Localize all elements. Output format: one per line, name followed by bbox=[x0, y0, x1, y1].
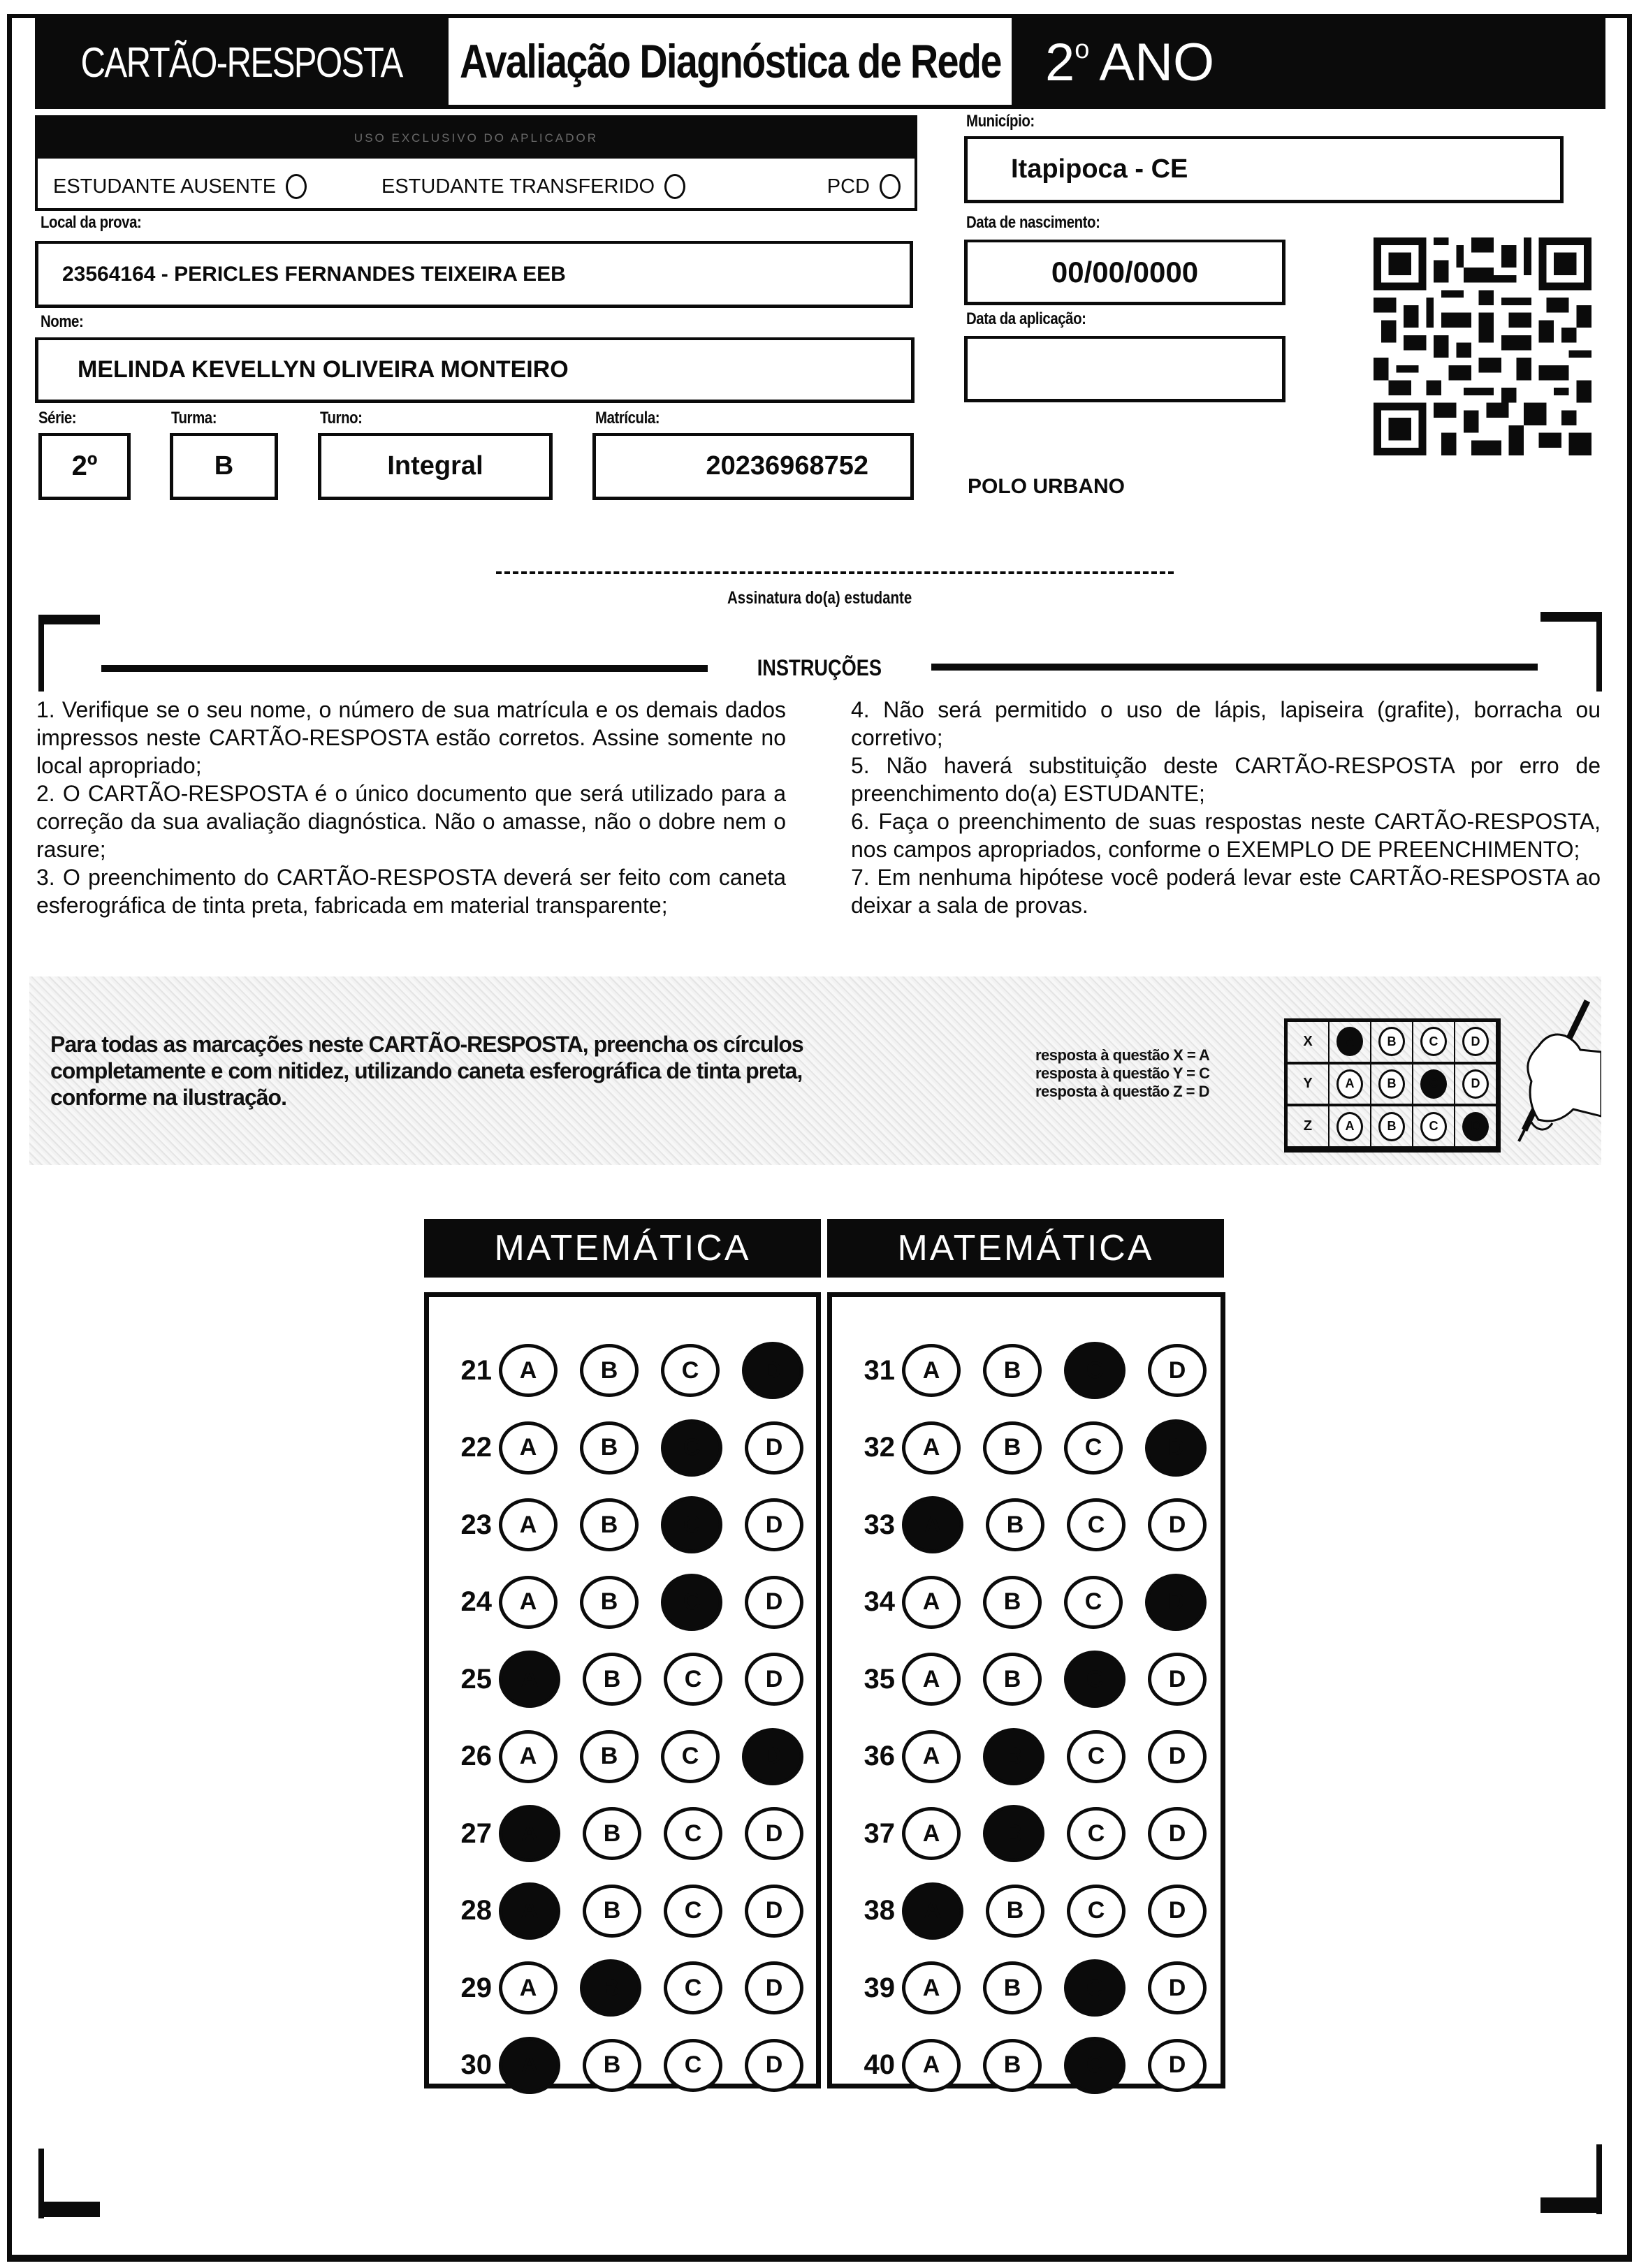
answer-row bbox=[832, 1490, 1229, 1560]
turno-label: Turno: bbox=[320, 409, 363, 427]
answer-bubble-d[interactable]: D bbox=[1148, 2039, 1207, 2092]
example-cell bbox=[1455, 1022, 1497, 1065]
instruction-item: 6. Faça o preenchimento de suas respostas neste CARTÃO-RESPOSTA, nos campos apropriados, conforme o EXEMPLO DE PREENCHIMENTO; bbox=[851, 809, 1601, 862]
corner-mark-top-right bbox=[1540, 612, 1602, 622]
answer-row bbox=[429, 1413, 826, 1483]
answer-bubble-b[interactable]: B bbox=[983, 1576, 1042, 1629]
answer-bubble-c[interactable]: C bbox=[1064, 1576, 1123, 1629]
answer-bubble-d[interactable]: D bbox=[1148, 1807, 1207, 1860]
local-prova-field bbox=[35, 241, 913, 308]
answer-bubble-d[interactable]: D bbox=[742, 1342, 803, 1399]
answer-bubble-a[interactable]: A bbox=[902, 2039, 961, 2092]
empty-bubble-icon: B bbox=[1378, 1112, 1405, 1141]
radio-circle-icon[interactable] bbox=[286, 174, 307, 199]
grade-degree: o bbox=[1075, 34, 1090, 64]
answer-bubble-b[interactable]: B bbox=[580, 1421, 639, 1475]
instruction-item: 4. Não será permitido o uso de lápis, lapiseira (grafite), borracha ou corretivo; bbox=[851, 697, 1601, 750]
example-question-label: X bbox=[1288, 1022, 1330, 1065]
exam-title-banner bbox=[449, 15, 1012, 109]
answer-row bbox=[832, 1413, 1229, 1483]
local-prova-value: 23564164 - PERICLES FERNANDES TEIXEIRA EEB bbox=[62, 262, 566, 286]
answer-row bbox=[429, 1336, 826, 1405]
example-key: resposta à questão X = A bbox=[1035, 1046, 1210, 1064]
radio-circle-icon[interactable] bbox=[664, 174, 685, 199]
answer-bubble-a[interactable]: A bbox=[902, 1576, 961, 1629]
answer-bubble-b[interactable]: B bbox=[580, 1959, 641, 2017]
signature-line[interactable] bbox=[496, 571, 1174, 574]
fill-example-text: Para todas as marcações neste CARTÃO-RESPOSTA, preencha os círculos completamente e com nitidez, utilizando caneta esferográfica de tinta preta, conforme na ilustração. bbox=[50, 1032, 803, 1110]
empty-bubble-icon: D bbox=[1462, 1027, 1489, 1056]
answer-bubble-c[interactable]: C bbox=[664, 1961, 722, 2014]
data-nascimento-value: 00/00/0000 bbox=[1051, 255, 1199, 288]
answer-bubble-a[interactable]: A bbox=[499, 1961, 558, 2014]
answer-bubble-d[interactable]: D bbox=[745, 1807, 803, 1860]
answer-bubble-b[interactable]: B bbox=[583, 1885, 641, 1938]
question-number: 32 bbox=[864, 1432, 895, 1463]
answer-bubble-b[interactable]: B bbox=[986, 1885, 1044, 1938]
question-number: 36 bbox=[864, 1741, 895, 1771]
answer-bubble-d[interactable]: D bbox=[745, 1421, 803, 1475]
turno-field bbox=[318, 433, 553, 500]
serie-value: 2º bbox=[71, 451, 98, 481]
signature-caption: Assinatura do(a) estudante bbox=[727, 588, 912, 608]
applicator-box bbox=[35, 115, 917, 211]
answer-bubble-c[interactable]: C bbox=[661, 1419, 722, 1477]
municipio-field bbox=[964, 136, 1564, 203]
option-estudante-transferido[interactable] bbox=[381, 174, 801, 199]
municipio-value: Itapipoca - CE bbox=[1011, 154, 1188, 184]
instructions-title: INSTRUÇÕES bbox=[757, 655, 882, 680]
example-cell bbox=[1371, 1106, 1413, 1149]
matricula-label: Matrícula: bbox=[595, 409, 660, 427]
question-number: 21 bbox=[460, 1354, 492, 1386]
question-number: 33 bbox=[864, 1509, 895, 1540]
fill-example-band bbox=[29, 976, 1601, 1165]
answer-bubble-d[interactable]: D bbox=[1148, 1961, 1207, 2014]
example-cell bbox=[1413, 1106, 1455, 1149]
answer-bubble-c[interactable]: C bbox=[1064, 1959, 1126, 2017]
question-number: 27 bbox=[460, 1817, 492, 1849]
answer-bubble-a[interactable]: A bbox=[499, 1576, 558, 1629]
municipio-label: Município: bbox=[966, 112, 1035, 131]
instructions-right-column bbox=[851, 696, 1601, 919]
answer-bubble-a[interactable]: A bbox=[902, 1496, 963, 1553]
question-number: 23 bbox=[460, 1509, 492, 1540]
data-aplicacao-label: Data da aplicação: bbox=[966, 309, 1086, 328]
example-cell bbox=[1330, 1106, 1371, 1149]
answer-bubble-b[interactable]: B bbox=[983, 2039, 1042, 2092]
instruction-item: 5. Não haverá substituição deste CARTÃO-RESPOSTA por erro de preenchimento do(a) ESTUDANTE; bbox=[851, 753, 1601, 806]
answer-bubble-d[interactable]: D bbox=[745, 2039, 803, 2092]
question-number: 38 bbox=[864, 1895, 895, 1926]
matricula-value: 20236968752 bbox=[706, 451, 868, 481]
hand-with-pen-icon bbox=[1496, 997, 1601, 1151]
answer-bubble-a[interactable]: A bbox=[902, 1344, 961, 1397]
question-number: 40 bbox=[864, 2049, 895, 2080]
turma-label: Turma: bbox=[171, 409, 217, 427]
empty-bubble-icon: D bbox=[1462, 1069, 1489, 1099]
empty-bubble-icon: C bbox=[1420, 1027, 1447, 1056]
question-number: 26 bbox=[460, 1741, 492, 1771]
example-question-label: Y bbox=[1288, 1065, 1330, 1107]
answer-row bbox=[429, 1722, 826, 1792]
answer-bubble-d[interactable]: D bbox=[1148, 1885, 1207, 1938]
example-cell bbox=[1413, 1065, 1455, 1107]
example-cell bbox=[1371, 1022, 1413, 1065]
answer-bubble-d[interactable]: D bbox=[745, 1576, 803, 1629]
answer-bubble-c[interactable]: C bbox=[1064, 1421, 1123, 1475]
question-number: 35 bbox=[864, 1663, 895, 1695]
answer-bubble-b[interactable]: B bbox=[580, 1344, 639, 1397]
answer-bubble-a[interactable]: A bbox=[499, 1344, 558, 1397]
answer-bubble-b[interactable]: B bbox=[583, 2039, 641, 2092]
corner-mark-top-left bbox=[38, 615, 100, 624]
filled-bubble-icon: C bbox=[1420, 1069, 1447, 1099]
answer-bubble-b[interactable]: B bbox=[583, 1653, 641, 1706]
answer-bubble-a[interactable]: A bbox=[902, 1882, 963, 1940]
answer-bubble-c[interactable]: C bbox=[661, 1730, 720, 1783]
answer-bubble-d[interactable]: D bbox=[1148, 1498, 1207, 1551]
answer-row bbox=[832, 1336, 1229, 1405]
data-nascimento-label: Data de nascimento: bbox=[966, 213, 1100, 232]
question-number: 34 bbox=[864, 1586, 895, 1617]
answer-bubble-c[interactable]: C bbox=[1067, 1730, 1126, 1783]
answer-row bbox=[832, 1953, 1229, 2023]
answer-block-right bbox=[827, 1292, 1225, 2088]
answer-bubble-c[interactable]: C bbox=[661, 1574, 722, 1631]
answer-bubble-c[interactable]: C bbox=[664, 1807, 722, 1860]
card-label-banner bbox=[35, 15, 449, 109]
empty-bubble-icon: A bbox=[1336, 1112, 1363, 1141]
answer-row bbox=[429, 1644, 826, 1714]
empty-bubble-icon: B bbox=[1378, 1027, 1405, 1056]
answer-block-left bbox=[424, 1292, 821, 2088]
answer-bubble-c[interactable]: C bbox=[1067, 1807, 1126, 1860]
filled-bubble-icon: D bbox=[1462, 1112, 1489, 1141]
answer-bubble-a[interactable]: A bbox=[499, 1421, 558, 1475]
example-cell bbox=[1330, 1022, 1371, 1065]
answer-bubble-c[interactable]: C bbox=[1064, 1651, 1126, 1708]
answer-bubble-b[interactable]: B bbox=[983, 1653, 1042, 1706]
answer-bubble-b[interactable]: B bbox=[580, 1730, 639, 1783]
question-number: 28 bbox=[460, 1895, 492, 1926]
grade-number: 2 bbox=[1045, 32, 1075, 92]
fill-example-keys bbox=[1035, 1046, 1209, 1101]
example-key: resposta à questão Y = C bbox=[1035, 1065, 1210, 1082]
answer-bubble-c[interactable]: C bbox=[664, 2039, 722, 2092]
grade-banner bbox=[1012, 15, 1605, 109]
subject-header-right: MATEMÁTICA bbox=[827, 1219, 1224, 1278]
answer-bubble-c[interactable]: C bbox=[1067, 1885, 1126, 1938]
corner-mark-bottom-left bbox=[38, 2202, 100, 2217]
answer-row bbox=[832, 1722, 1229, 1792]
answer-bubble-d[interactable]: D bbox=[1148, 1653, 1207, 1706]
answer-bubble-b[interactable]: B bbox=[983, 1344, 1042, 1397]
card-label: CARTÃO-RESPOSTA bbox=[80, 38, 403, 86]
example-cell bbox=[1455, 1065, 1497, 1107]
answer-row bbox=[429, 2031, 826, 2100]
question-number: 22 bbox=[460, 1432, 492, 1463]
turno-value: Integral bbox=[387, 451, 483, 481]
question-number: 31 bbox=[864, 1354, 895, 1386]
option-label: PCD bbox=[826, 175, 870, 198]
answer-row bbox=[832, 2031, 1229, 2100]
turma-value: B bbox=[214, 451, 234, 481]
answer-bubble-c[interactable]: C bbox=[664, 1885, 722, 1938]
option-pcd[interactable] bbox=[827, 174, 901, 199]
answer-bubble-a[interactable]: A bbox=[499, 1882, 560, 1940]
instruction-item: 7. Em nenhuma hipótese você poderá levar este CARTÃO-RESPOSTA ao deixar a sala de provas. bbox=[851, 865, 1601, 918]
answer-bubble-a[interactable]: A bbox=[499, 1805, 560, 1862]
answer-bubble-a[interactable]: A bbox=[499, 1498, 558, 1551]
option-label: ESTUDANTE AUSENTE bbox=[53, 175, 277, 198]
instruction-item: 2. O CARTÃO-RESPOSTA é o único documento que será utilizado para a correção da sua avaliação diagnóstica. Não o amasse, não o dobre nem o rasure; bbox=[36, 781, 786, 862]
option-estudante-ausente[interactable] bbox=[53, 174, 381, 199]
answer-bubble-b[interactable]: B bbox=[583, 1807, 641, 1860]
example-key: resposta à questão Z = D bbox=[1035, 1083, 1210, 1100]
fill-example-grid bbox=[1284, 1018, 1501, 1153]
instructions-left-column bbox=[36, 696, 786, 919]
answer-bubble-d[interactable]: D bbox=[1145, 1574, 1207, 1631]
turma-field bbox=[170, 433, 278, 500]
option-label: ESTUDANTE TRANSFERIDO bbox=[381, 175, 655, 198]
answer-row bbox=[832, 1567, 1229, 1637]
answer-bubble-a[interactable]: A bbox=[902, 1653, 961, 1706]
exam-title: Avaliação Diagnóstica de Rede bbox=[459, 35, 1001, 88]
grade-word: ANO bbox=[1099, 32, 1215, 92]
answer-bubble-b[interactable]: B bbox=[580, 1498, 639, 1551]
empty-bubble-icon: B bbox=[1378, 1069, 1405, 1099]
example-cell bbox=[1455, 1106, 1497, 1149]
answer-row bbox=[429, 1799, 826, 1868]
applicator-band: USO EXCLUSIVO DO APLICADOR bbox=[38, 118, 915, 159]
answer-row bbox=[429, 1567, 826, 1637]
question-number: 37 bbox=[864, 1817, 895, 1849]
answer-bubble-a[interactable]: A bbox=[902, 1730, 961, 1783]
question-number: 24 bbox=[460, 1586, 492, 1617]
answer-bubble-d[interactable]: D bbox=[1148, 1344, 1207, 1397]
answer-row bbox=[429, 1490, 826, 1560]
nome-label: Nome: bbox=[41, 312, 84, 331]
answer-bubble-b[interactable]: B bbox=[580, 1576, 639, 1629]
answer-bubble-d[interactable]: D bbox=[745, 1961, 803, 2014]
example-cell bbox=[1330, 1065, 1371, 1107]
answer-row bbox=[429, 1953, 826, 2023]
answer-bubble-c[interactable]: C bbox=[664, 1653, 722, 1706]
answer-bubble-d[interactable]: D bbox=[1148, 1730, 1207, 1783]
empty-bubble-icon: C bbox=[1420, 1112, 1447, 1141]
instruction-item: 3. O preenchimento do CARTÃO-RESPOSTA deverá ser feito com caneta esferográfica de tinta preta, fabricada em material transparente; bbox=[36, 865, 786, 918]
example-cell bbox=[1413, 1022, 1455, 1065]
answer-bubble-b[interactable]: B bbox=[986, 1498, 1044, 1551]
answer-bubble-a[interactable]: A bbox=[499, 1651, 560, 1708]
qr-code-icon bbox=[1371, 237, 1594, 455]
nome-field bbox=[35, 337, 915, 403]
serie-label: Série: bbox=[38, 409, 77, 427]
answer-bubble-d[interactable]: D bbox=[742, 1728, 803, 1785]
subject-header-left: MATEMÁTICA bbox=[424, 1219, 821, 1278]
question-number: 30 bbox=[460, 2049, 492, 2080]
answer-bubble-d[interactable]: D bbox=[745, 1498, 803, 1551]
instruction-item: 1. Verifique se o seu nome, o número de sua matrícula e os demais dados impressos neste CARTÃO-RESPOSTA estão corretos. Assine somente no local apropriado; bbox=[36, 697, 786, 778]
answer-bubble-b[interactable]: B bbox=[983, 1728, 1044, 1785]
answer-bubble-b[interactable]: B bbox=[983, 1961, 1042, 2014]
answer-bubble-c[interactable]: C bbox=[661, 1496, 722, 1553]
answer-bubble-c[interactable]: C bbox=[1067, 1498, 1126, 1551]
empty-bubble-icon: A bbox=[1336, 1069, 1363, 1099]
answer-bubble-b[interactable]: B bbox=[983, 1805, 1044, 1862]
answer-bubble-a[interactable]: A bbox=[499, 1730, 558, 1783]
question-number: 25 bbox=[460, 1663, 492, 1695]
radio-circle-icon[interactable] bbox=[880, 174, 901, 199]
answer-bubble-d[interactable]: D bbox=[1145, 1419, 1207, 1477]
answer-bubble-d[interactable]: D bbox=[745, 1885, 803, 1938]
answer-row bbox=[429, 1876, 826, 1946]
answer-bubble-c[interactable]: C bbox=[661, 1344, 720, 1397]
answer-bubble-b[interactable]: B bbox=[983, 1421, 1042, 1475]
corner-mark-bottom-right bbox=[1540, 2197, 1602, 2213]
filled-bubble-icon: A bbox=[1336, 1027, 1363, 1056]
answer-row bbox=[832, 1876, 1229, 1946]
question-number: 39 bbox=[864, 1972, 895, 2003]
local-prova-label: Local da prova: bbox=[41, 213, 142, 232]
answer-row bbox=[832, 1799, 1229, 1868]
answer-bubble-a[interactable]: A bbox=[902, 1807, 961, 1860]
matricula-field bbox=[592, 433, 914, 500]
answer-bubble-a[interactable]: A bbox=[499, 2037, 560, 2094]
polo-label: POLO URBANO bbox=[968, 475, 1125, 498]
data-nascimento-field bbox=[964, 240, 1285, 305]
answer-bubble-c[interactable]: C bbox=[1064, 2037, 1126, 2094]
answer-bubble-c[interactable]: C bbox=[1064, 1342, 1126, 1399]
nome-value: MELINDA KEVELLYN OLIVEIRA MONTEIRO bbox=[78, 356, 569, 383]
answer-bubble-d[interactable]: D bbox=[745, 1653, 803, 1706]
question-number: 29 bbox=[460, 1972, 492, 2003]
serie-field bbox=[38, 433, 131, 500]
answer-bubble-a[interactable]: A bbox=[902, 1961, 961, 2014]
example-cell bbox=[1371, 1065, 1413, 1107]
data-aplicacao-field[interactable] bbox=[964, 336, 1285, 402]
applicator-options bbox=[53, 167, 901, 206]
answer-row bbox=[832, 1644, 1229, 1714]
answer-bubble-a[interactable]: A bbox=[902, 1421, 961, 1475]
example-question-label: Z bbox=[1288, 1106, 1330, 1149]
